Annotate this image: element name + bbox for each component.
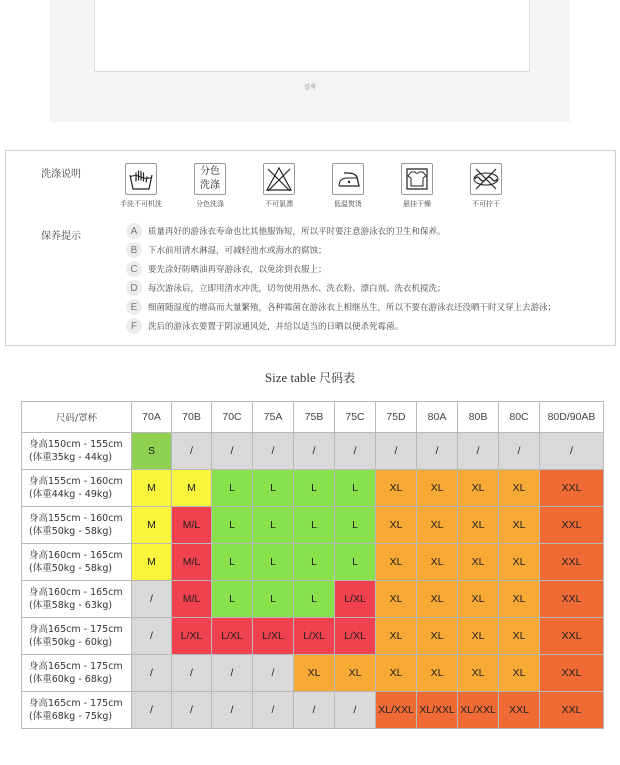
row-label-cell [22, 433, 132, 470]
size-cell: XL [458, 581, 499, 618]
size-cell: S [132, 433, 172, 470]
size-cell: XL [376, 470, 417, 507]
size-cell: XXL [540, 581, 604, 618]
size-cell: / [376, 433, 417, 470]
tip-item [126, 298, 556, 316]
size-cell: / [294, 433, 335, 470]
size-cell: L/XL [294, 618, 335, 655]
low-temp-iron-icon [332, 163, 364, 195]
table-row [22, 544, 604, 581]
size-cell: XXL [540, 470, 604, 507]
care-icon-item [180, 163, 240, 209]
table-row [22, 692, 604, 729]
size-cell: XXL [540, 692, 604, 729]
size-cell: XL [417, 507, 458, 544]
size-cell: XL [499, 544, 540, 581]
icon-label: 悬挂干燥 [403, 200, 431, 208]
column-header: 75B [294, 402, 335, 433]
size-cell: XL [376, 581, 417, 618]
row-label-weight: (体重58kg - 63kg) [29, 600, 113, 611]
size-cell: L/XL [335, 581, 376, 618]
size-cell: / [253, 692, 294, 729]
size-cell: XL [376, 544, 417, 581]
care-icon-item [249, 163, 309, 209]
size-cell: / [335, 433, 376, 470]
size-cell: / [417, 433, 458, 470]
column-header: 70C [212, 402, 253, 433]
header-label-cell: 尺码/罩杯 [22, 402, 132, 433]
size-cell: / [458, 433, 499, 470]
column-header: 75D [376, 402, 417, 433]
product-image-frame [94, 0, 530, 72]
size-cell: L [253, 470, 294, 507]
size-cell: XL [335, 655, 376, 692]
tip-item [126, 260, 327, 278]
size-cell: M [132, 470, 172, 507]
row-label-height: 身高165cm - 175cm [29, 698, 123, 709]
size-cell: / [132, 692, 172, 729]
row-label-cell [22, 655, 132, 692]
size-cell: XL [499, 655, 540, 692]
size-cell: XL [417, 470, 458, 507]
row-label-weight: (体重44kg - 49kg) [29, 489, 113, 500]
row-label-height: 身高160cm - 165cm [29, 550, 123, 561]
column-header: 80C [499, 402, 540, 433]
size-cell: / [172, 692, 212, 729]
size-cell: L [294, 581, 335, 618]
wash-instructions-title: 洗涤说明 [41, 169, 81, 180]
size-cell: XL [458, 544, 499, 581]
row-label-cell [22, 618, 132, 655]
row-label-cell [22, 692, 132, 729]
tip-text: 质量再好的游泳衣寿命也比其他服饰短，所以平时要注意游泳衣的卫生和保养。 [148, 227, 446, 237]
size-cell: XXL [540, 655, 604, 692]
icon-label: 低温熨烫 [334, 200, 362, 208]
color-caption: 블랙 [304, 85, 316, 91]
size-table-title [0, 369, 620, 386]
size-cell: XL [376, 507, 417, 544]
row-label-weight: (体重60kg - 68kg) [29, 674, 113, 685]
size-cell: L [212, 544, 253, 581]
size-cell: / [212, 433, 253, 470]
maintenance-tips-title: 保养提示 [41, 231, 81, 242]
size-table-title-en: Size table [264, 370, 316, 385]
no-bleach-icon [263, 163, 295, 195]
tip-letter-badge: C [126, 261, 142, 277]
row-label-weight: (体重68kg - 75kg) [29, 711, 113, 722]
size-cell: XL [376, 655, 417, 692]
size-cell: XXL [499, 692, 540, 729]
row-label-weight: (体重50kg - 58kg) [29, 526, 113, 537]
table-row [22, 470, 604, 507]
size-cell: / [172, 655, 212, 692]
care-icon-item [456, 163, 516, 209]
size-cell: XL [417, 618, 458, 655]
size-cell: L [212, 507, 253, 544]
column-header: 80A [417, 402, 458, 433]
row-label-cell [22, 581, 132, 618]
icon-label: 分色洗涤 [196, 200, 224, 208]
tip-item [126, 241, 327, 259]
size-cell: XL [417, 655, 458, 692]
wash-separately-icon [194, 163, 226, 195]
size-cell: / [132, 581, 172, 618]
tip-text: 洗后的游泳衣要置于阴凉通风处，并给以适当的日晒以便杀死霉菌。 [148, 322, 404, 332]
column-header: 80B [458, 402, 499, 433]
care-icon-item [111, 163, 171, 209]
size-cell: XL [499, 581, 540, 618]
icon-glyph-line: 分色 [200, 166, 220, 177]
tip-item [126, 279, 446, 297]
size-cell: XXL [540, 544, 604, 581]
tip-letter-badge: F [126, 318, 142, 334]
icon-label: 手洗不可机洗 [120, 200, 162, 208]
size-cell: L [294, 544, 335, 581]
row-label-weight: (体重50kg - 58kg) [29, 563, 113, 574]
size-cell: XL [499, 470, 540, 507]
care-icon-item [387, 163, 447, 209]
tip-letter-badge: B [126, 242, 142, 258]
size-cell: L [335, 470, 376, 507]
row-label-height: 身高160cm - 165cm [29, 587, 123, 598]
size-cell: / [253, 655, 294, 692]
row-label-height: 身高155cm - 160cm [29, 476, 123, 487]
size-cell: L [335, 544, 376, 581]
tip-text: 下水前用清水淋湿，可减轻池水或海水的腐蚀； [148, 246, 327, 256]
size-cell: M [132, 507, 172, 544]
size-cell: M [132, 544, 172, 581]
row-label-weight: (体重35kg - 44kg) [29, 452, 113, 463]
size-cell: XL [458, 618, 499, 655]
no-wring-icon [470, 163, 502, 195]
row-label-cell [22, 470, 132, 507]
table-row [22, 618, 604, 655]
row-label-height: 身高150cm - 155cm [29, 439, 123, 450]
size-cell: L [294, 507, 335, 544]
column-header: 75A [253, 402, 294, 433]
size-cell: M/L [172, 507, 212, 544]
tip-letter-badge: A [126, 223, 142, 239]
size-cell: XL [499, 618, 540, 655]
tip-text: 每次游泳后，立即用清水冲洗，切勿使用热水、洗衣粉、漂白剂、洗衣机搅洗； [148, 284, 446, 294]
size-cell: L [253, 544, 294, 581]
row-label-height: 身高165cm - 175cm [29, 624, 123, 635]
tip-text: 细菌随湿度的增高而大量繁殖，各种霉菌在游泳衣上相继丛生，所以不要在游泳衣还没晒干时又穿上去游泳； [148, 303, 557, 313]
size-cell: XL/XXL [458, 692, 499, 729]
size-cell: / [172, 433, 212, 470]
table-row [22, 581, 604, 618]
tip-item [126, 222, 446, 240]
table-row [22, 655, 604, 692]
size-table-header-row [22, 402, 604, 433]
size-cell: / [499, 433, 540, 470]
size-cell: L [253, 581, 294, 618]
size-cell: XL [458, 655, 499, 692]
tip-item [126, 317, 403, 335]
size-table-title-cn: 尺码表 [319, 371, 356, 385]
size-cell: / [132, 618, 172, 655]
size-cell: XL [417, 544, 458, 581]
size-cell: L/XL [335, 618, 376, 655]
size-cell: XXL [540, 618, 604, 655]
icon-label: 不可拧干 [472, 200, 500, 208]
size-cell: M/L [172, 581, 212, 618]
row-label-cell [22, 507, 132, 544]
size-cell: L [253, 507, 294, 544]
row-label-cell [22, 544, 132, 581]
table-row [22, 433, 604, 470]
care-icon-item [318, 163, 378, 209]
column-header: 80D/90AB [540, 402, 604, 433]
tip-letter-badge: E [126, 299, 142, 315]
size-cell: XL/XXL [417, 692, 458, 729]
size-cell: M [172, 470, 212, 507]
size-cell: L/XL [212, 618, 253, 655]
tip-letter-badge: D [126, 280, 142, 296]
icon-label: 不可氯漂 [265, 200, 293, 208]
size-cell: XL [294, 655, 335, 692]
care-instructions-box [5, 150, 616, 346]
size-cell: XL/XXL [376, 692, 417, 729]
size-cell: XL [458, 507, 499, 544]
tip-text: 要先涂好防晒油再穿游泳衣，以免涂到衣服上； [148, 265, 327, 275]
size-cell: / [212, 692, 253, 729]
size-cell: XL [499, 507, 540, 544]
size-table [21, 401, 604, 729]
row-label-height: 身高155cm - 160cm [29, 513, 123, 524]
size-cell: L/XL [172, 618, 212, 655]
size-cell: XL [376, 618, 417, 655]
size-cell: XL [417, 581, 458, 618]
size-cell: / [335, 692, 376, 729]
column-header: 70A [132, 402, 172, 433]
size-cell: L [335, 507, 376, 544]
size-cell: XXL [540, 507, 604, 544]
size-cell: L/XL [253, 618, 294, 655]
size-cell: / [253, 433, 294, 470]
icon-glyph-line: 洗涤 [200, 180, 220, 191]
size-cell: L [212, 470, 253, 507]
size-cell: / [294, 692, 335, 729]
size-cell: L [294, 470, 335, 507]
size-cell: / [212, 655, 253, 692]
size-cell: / [540, 433, 604, 470]
size-cell: XL [458, 470, 499, 507]
column-header: 75C [335, 402, 376, 433]
hang-dry-icon [401, 163, 433, 195]
row-label-height: 身高165cm - 175cm [29, 661, 123, 672]
column-header: 70B [172, 402, 212, 433]
size-cell: L [212, 581, 253, 618]
row-label-weight: (体重50kg - 60kg) [29, 637, 113, 648]
size-cell: M/L [172, 544, 212, 581]
hand-wash-icon [125, 163, 157, 195]
table-row [22, 507, 604, 544]
size-cell: / [132, 655, 172, 692]
